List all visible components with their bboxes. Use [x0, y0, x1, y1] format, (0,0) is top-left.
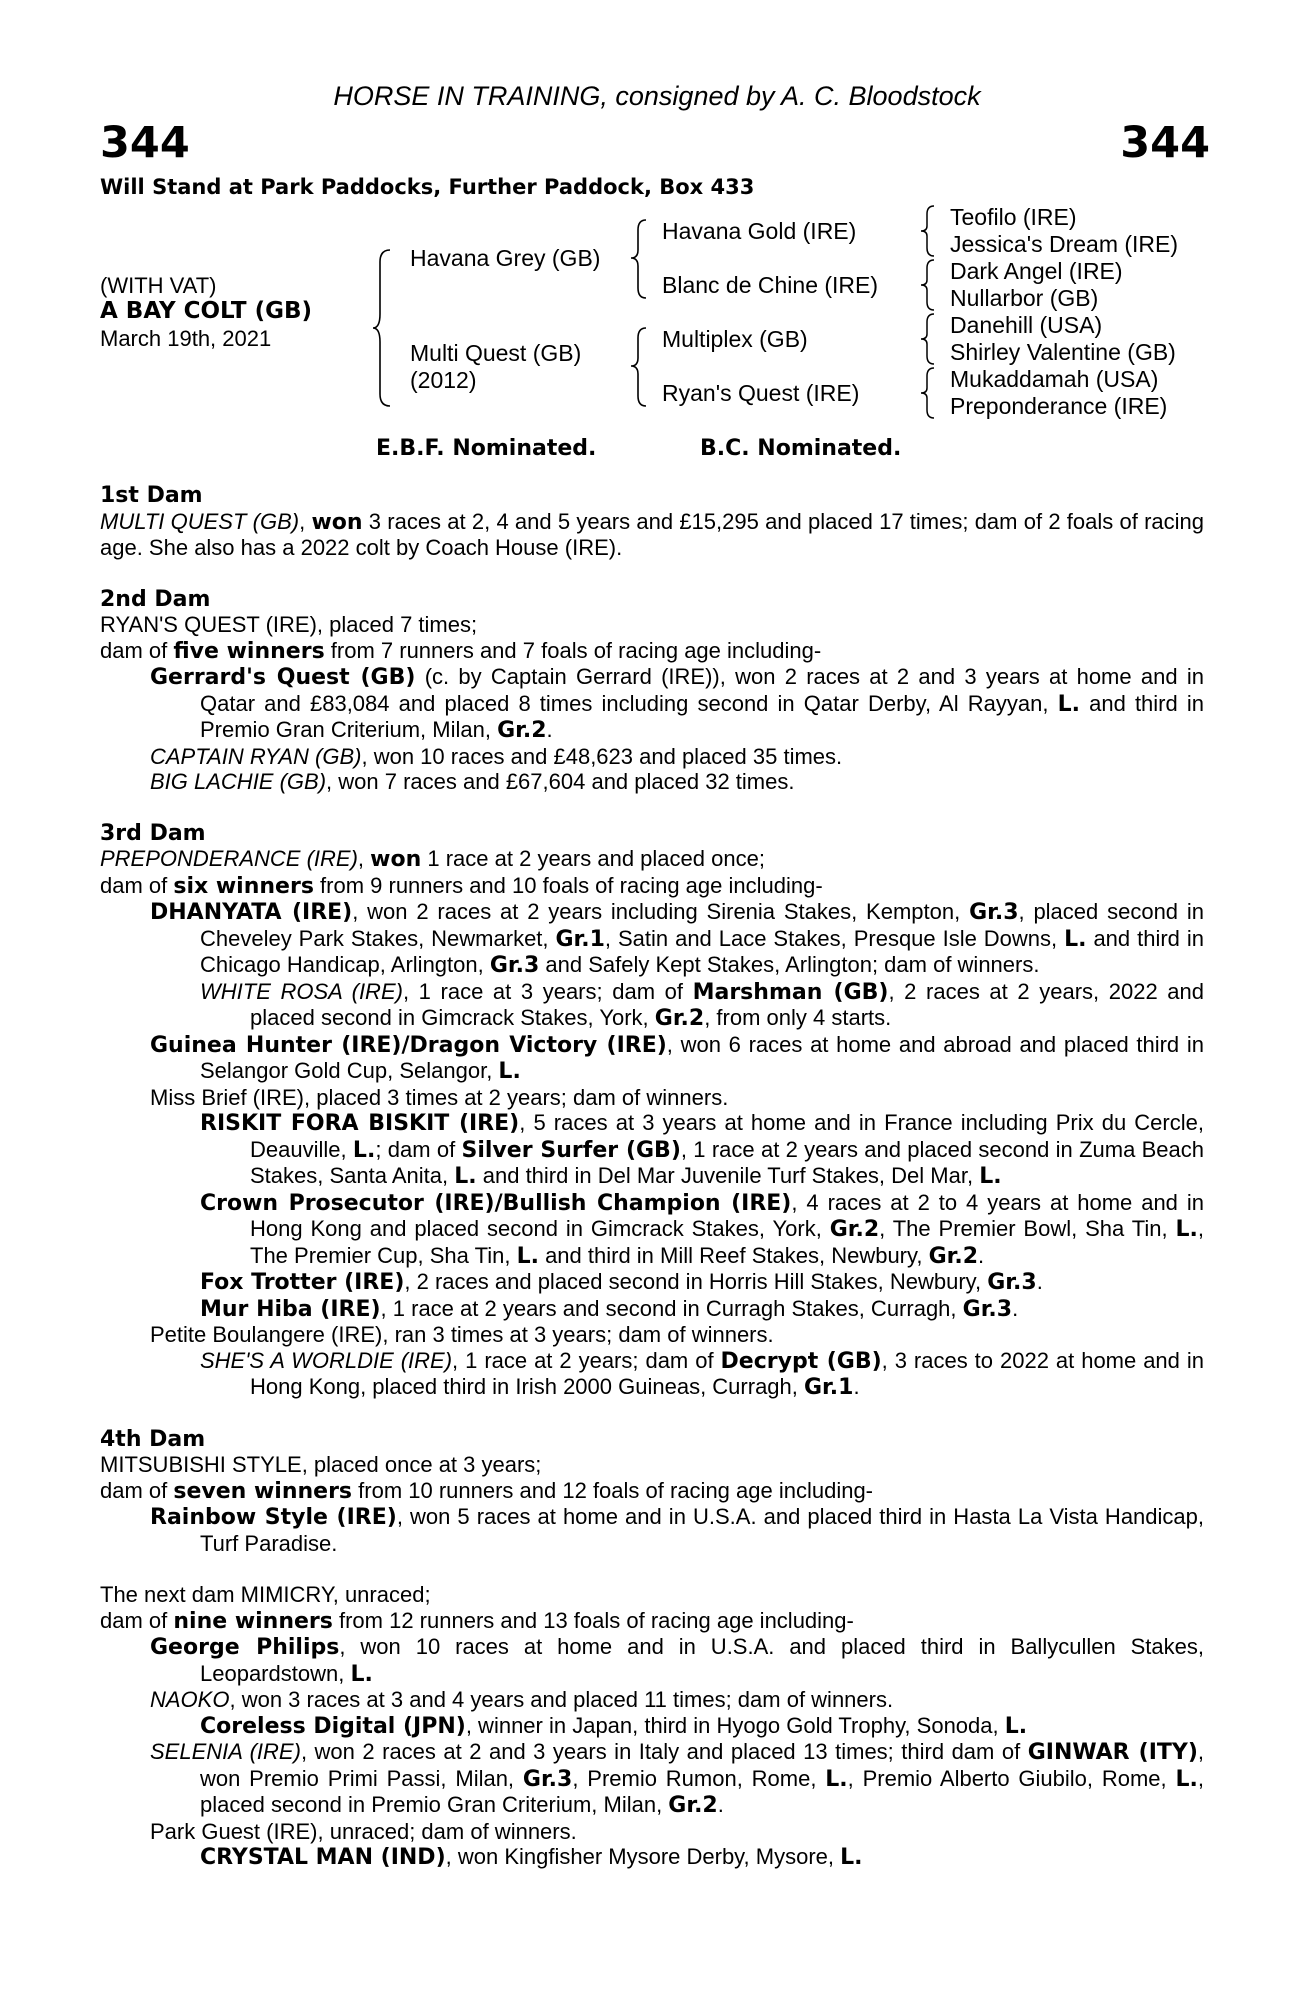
italic-text: NAOKO [150, 1687, 230, 1712]
text-run: from 12 runners and 13 foals of racing age including- [332, 1607, 854, 1633]
bold-text: L. [979, 1164, 1002, 1189]
pedigree-entry [200, 1713, 1204, 1740]
pedigree-g6: Shirley Valentine (GB) [950, 339, 1176, 365]
pedigree-g7: Mukaddamah (USA) [950, 366, 1159, 392]
horse-name: A BAY COLT (GB) [100, 298, 313, 324]
pedigree-entry [200, 1110, 1204, 1190]
bold-text: Gr.1 [804, 1375, 854, 1400]
text-run: and third in Mill Reef Stakes, Newbury, [538, 1242, 929, 1268]
foaling-date: March 19th, 2021 [100, 326, 272, 351]
bold-text: George Philips [150, 1635, 340, 1660]
pedigree-brace-sire [630, 218, 652, 300]
text-run: 3 races at 2, 4 and 5 years and £15,295 and placed 17 times; dam of 2 foals of racing age. She also has a 2022 colt by Coach House (IRE). [100, 508, 1204, 560]
bold-text: Gr.2 [654, 1006, 705, 1031]
text-run: , 1 race at 2 years and placed second in Zuma Beach Stakes, Santa Anita, [250, 1136, 1205, 1188]
text-run: , 1 race at 3 years; dam of [402, 978, 693, 1004]
text-run: , won 6 races at home and abroad and placed third in Selangor Gold Cup, Selangor, [200, 1031, 1204, 1083]
pedigree-brace-g3 [920, 312, 940, 366]
bold-text: Gr.3 [522, 1766, 573, 1792]
text-run: , The Premier Cup, Sha Tin, [250, 1216, 1204, 1268]
ebf-nomination: E.B.F. Nominated. [376, 436, 597, 461]
italic-text: BIG LACHIE (GB) [150, 769, 327, 794]
text-run: , won 5 races at home and in U.S.A. and placed third in Hasta La Vista Handicap, Turf Paradise. [200, 1504, 1204, 1556]
pedigree-entry [150, 1634, 1204, 1687]
dam-section [100, 1427, 1204, 1557]
pedigree-dam-dam: Ryan's Quest (IRE) [662, 380, 860, 406]
text-run: , 3 races to 2022 at home and in Hong Kong, placed third in Irish 2000 Guineas, Curragh, [250, 1347, 1204, 1399]
text-run: , 5 races at 3 years at home and in France including Prix du Cercle, Deauville, [250, 1110, 1204, 1162]
italic-text: SHE'S A WORLDIE (IRE) [200, 1347, 453, 1373]
text-run: . [853, 1374, 860, 1399]
pedigree-entry [150, 1739, 1204, 1819]
text-run: , Premio Rumon, Rome, [572, 1765, 826, 1791]
text-run: and third in Chicago Handicap, Arlington, [200, 925, 1204, 977]
bold-text: won [370, 847, 422, 872]
text-run: , placed second in Premio Gran Criterium, Milan, [200, 1765, 1204, 1817]
text-run: dam of [100, 637, 174, 663]
pedigree-entry [100, 638, 1204, 665]
italic-text: MULTI QUEST (GB) [100, 508, 300, 534]
bold-text: Guinea Hunter (IRE)/Dragon Victory (IRE) [150, 1032, 667, 1058]
text-run: , Satin and Lace Stakes, Presque Isle Downs, [604, 925, 1065, 951]
bold-text: Gr.2 [928, 1243, 979, 1269]
pedigree-entry [100, 612, 1204, 638]
pedigree-entry [100, 873, 1204, 900]
text-run: . [1036, 1269, 1043, 1294]
text-run: 1 race at 2 years and placed once; [421, 846, 765, 871]
text-run: , 1 race at 2 years; dam of [452, 1347, 721, 1373]
bold-text: L. [498, 1059, 521, 1084]
text-run: . [546, 717, 553, 742]
text-run: , won 7 races and £67,604 and placed 32 times. [326, 769, 795, 794]
pedigree-dam-year: (2012) [410, 367, 477, 393]
text-run: dam of [100, 872, 174, 898]
bold-text: Gr.3 [969, 900, 1019, 925]
text-run: , won Premio Primi Passi, Milan, [200, 1739, 1204, 1791]
dam-heading: 1st Dam [100, 483, 203, 508]
pedigree-g4: Nullarbor (GB) [950, 285, 1099, 311]
text-run: , placed second in Cheveley Park Stakes, Newmarket, [200, 899, 1204, 951]
bold-text: DHANYATA (IRE) [150, 900, 353, 925]
pedigree-brace-g4 [920, 366, 940, 420]
pedigree-entry [200, 1190, 1204, 1270]
bold-text: L. [1175, 1217, 1198, 1242]
bold-text: Coreless Digital (JPN) [200, 1713, 466, 1739]
text-run: and third in Premio Gran Criterium, Milan, [200, 690, 1204, 742]
pedigree-dam: Multi Quest (GB) [410, 340, 582, 366]
bold-text: Gr.3 [962, 1296, 1013, 1322]
text-run: , The Premier Bowl, Sha Tin, [879, 1216, 1176, 1241]
pedigree-entry [100, 846, 1204, 873]
dam-section [100, 821, 1204, 1401]
pedigree-dam-sire: Multiplex (GB) [662, 326, 808, 352]
text-run: , Premio Alberto Giubilo, Rome, [847, 1765, 1176, 1791]
pedigree-entry [150, 1322, 1204, 1348]
dam-section [100, 587, 1204, 795]
pedigree-brace-main [372, 248, 396, 408]
family-details [100, 483, 1204, 1871]
bold-text: L. [350, 1661, 373, 1687]
bold-text: Gr.2 [668, 1793, 718, 1818]
bold-text: Rainbow Style (IRE) [150, 1505, 397, 1530]
catalogue-header: HORSE IN TRAINING, consigned by A. C. Bloodstock [333, 81, 981, 111]
text-run: RYAN'S QUEST (IRE), placed 7 times; [100, 612, 478, 637]
pedigree-entry [150, 1085, 1204, 1111]
bold-text: L. [454, 1164, 477, 1189]
bold-text: CRYSTAL MAN (IND) [200, 1845, 446, 1870]
pedigree-g2: Jessica's Dream (IRE) [950, 231, 1179, 257]
pedigree-brace-dam [630, 326, 652, 408]
pedigree-entry [200, 979, 1204, 1032]
bold-text: L. [352, 1137, 376, 1163]
text-run: . [717, 1792, 724, 1817]
pedigree-g3: Dark Angel (IRE) [950, 258, 1123, 284]
bold-text: Gerrard's Quest (GB) [150, 665, 416, 690]
text-run: Petite Boulangere (IRE), ran 3 times at 3 years; dam of winners. [150, 1322, 774, 1347]
text-run: , from only 4 starts. [704, 1005, 892, 1030]
text-run: , won 2 races at 2 and 3 years in Italy and placed 13 times; third dam of [300, 1739, 1028, 1764]
text-run: (c. by Captain Gerrard (IRE)), won 2 races at 2 and 3 years at home and in Qatar and £83,084 and placed 8 times including second in Qatar Derby, Al Rayyan, [200, 664, 1204, 716]
bold-text: won [311, 509, 363, 535]
text-run: dam of [100, 1607, 174, 1633]
bold-text: RISKIT FORA BISKIT (IRE) [200, 1111, 520, 1136]
pedigree-entry [150, 899, 1204, 979]
lot-number-right: 344 [1120, 118, 1210, 168]
pedigree-entry [150, 1032, 1204, 1085]
dam-heading: 3rd Dam [100, 820, 206, 846]
italic-text: CAPTAIN RYAN (GB) [150, 743, 362, 769]
pedigree-entry [200, 1844, 1204, 1871]
pedigree-g5: Danehill (USA) [950, 312, 1103, 338]
lot-number-left: 344 [100, 118, 190, 168]
bold-text: Gr.2 [497, 718, 547, 743]
text-run: . [1012, 1295, 1019, 1321]
pedigree-entry [150, 1819, 1204, 1845]
text-run: and Safely Kept Stakes, Arlington; dam of winners. [539, 952, 1040, 977]
bold-text: L. [825, 1766, 848, 1792]
italic-text: WHITE ROSA (IRE) [200, 978, 403, 1004]
bold-text: Gr.3 [489, 953, 540, 978]
pedigree-entry [100, 1478, 1204, 1505]
bold-text: nine winners [173, 1608, 333, 1634]
bold-text: Decrypt (GB) [720, 1348, 882, 1374]
text-run: , won 2 races at 2 years including Sirenia Stakes, Kempton, [352, 899, 970, 924]
bold-text: L. [1004, 1713, 1028, 1739]
pedigree-entry [150, 769, 1204, 795]
text-run: and third in Del Mar Juvenile Turf Stakes, Del Mar, [476, 1163, 980, 1188]
bold-text: seven winners [173, 1478, 353, 1504]
bold-text: five winners [173, 638, 325, 664]
dam-heading: 4th Dam [100, 1426, 206, 1452]
pedigree-entry [100, 509, 1204, 561]
text-run: from 10 runners and 12 foals of racing age including- [352, 1477, 874, 1503]
pedigree-entry [150, 664, 1204, 744]
pedigree-entry [100, 1452, 1204, 1478]
text-run: , [299, 508, 312, 534]
text-run: , winner in Japan, third in Hyogo Gold Trophy, Sonoda, [465, 1712, 1005, 1738]
text-run: dam of [100, 1477, 174, 1503]
text-run: , 4 races at 2 to 4 years at home and in Hong Kong and placed second in Gimcrack Stakes, York, [250, 1189, 1204, 1241]
text-run: The next dam MIMICRY, unraced; [100, 1582, 431, 1607]
pedigree-entry [150, 1504, 1204, 1556]
dam-heading: 2nd Dam [100, 586, 211, 612]
bold-text: Crown Prosecutor (IRE)/Bullish Champion (IRE) [200, 1190, 792, 1216]
pedigree-g1: Teofilo (IRE) [950, 204, 1077, 230]
text-run: , [357, 846, 371, 871]
pedigree-entry [100, 1608, 1204, 1635]
bold-text: six winners [173, 873, 314, 899]
bold-text: Marshman (GB) [692, 979, 889, 1005]
pedigree-entry [200, 1296, 1204, 1323]
bold-text: L. [1057, 691, 1080, 717]
text-run: , won 10 races and £48,623 and placed 35 times. [361, 743, 843, 769]
pedigree-entry [150, 744, 1204, 770]
text-run: MITSUBISHI STYLE, placed once at 3 years; [100, 1452, 542, 1477]
pedigree-brace-g2 [920, 258, 940, 312]
pedigree-entry [200, 1348, 1204, 1401]
text-run: , 1 race at 2 years and second in Curragh Stakes, Curragh, [380, 1295, 963, 1321]
italic-text: PREPONDERANCE (IRE) [100, 846, 358, 871]
bold-text: Gr.3 [987, 1270, 1037, 1295]
pedigree-entry [150, 1687, 1204, 1713]
bold-text: Fox Trotter (IRE) [200, 1270, 405, 1295]
bold-text: Gr.1 [555, 926, 605, 952]
bold-text: Silver Surfer (GB) [461, 1137, 681, 1163]
text-run: ; dam of [375, 1136, 462, 1162]
text-run: , won Kingfisher Mysore Derby, Mysore, [445, 1844, 841, 1869]
text-run: from 7 runners and 7 foals of racing age including- [324, 637, 822, 663]
stand-location: Will Stand at Park Paddocks, Further Paddock, Box 433 [100, 175, 755, 199]
pedigree-sire-dam: Blanc de Chine (IRE) [662, 272, 879, 298]
pedigree-sire: Havana Grey (GB) [410, 245, 601, 271]
text-run: , won 3 races at 3 and 4 years and placed 11 times; dam of winners. [229, 1687, 894, 1712]
text-run: Miss Brief (IRE), placed 3 times at 2 years; dam of winners. [150, 1084, 729, 1110]
text-run: . [978, 1242, 985, 1268]
pedigree-g8: Preponderance (IRE) [950, 393, 1168, 419]
pedigree-sire-sire: Havana Gold (IRE) [662, 218, 857, 244]
text-run: , 2 races at 2 years, 2022 and placed second in Gimcrack Stakes, York, [250, 978, 1204, 1030]
bold-text: L. [1064, 926, 1087, 952]
bold-text: L. [516, 1243, 539, 1269]
bold-text: Mur Hiba (IRE) [200, 1296, 381, 1322]
bold-text: GINWAR (ITY) [1027, 1740, 1198, 1765]
italic-text: SELENIA (IRE) [150, 1739, 301, 1764]
pedigree-brace-g1 [920, 204, 940, 258]
text-run: , won 10 races at home and in U.S.A. and placed third in Ballycullen Stakes, Leopardstown, [200, 1634, 1204, 1686]
pedigree-entry [200, 1269, 1204, 1296]
bc-nomination: B.C. Nominated. [700, 436, 902, 461]
bold-text: L. [840, 1845, 863, 1870]
dam-section [100, 1582, 1204, 1871]
text-run: , 2 races and placed second in Horris Hill Stakes, Newbury, [404, 1269, 988, 1294]
text-run: from 9 runners and 10 foals of racing age including- [313, 872, 823, 898]
pedigree-entry [100, 1582, 1204, 1608]
bold-text: Gr.2 [829, 1217, 880, 1242]
vat-note: (WITH VAT) [100, 273, 217, 298]
dam-section [100, 483, 1204, 561]
bold-text: L. [1175, 1766, 1198, 1792]
text-run: Park Guest (IRE), unraced; dam of winners. [150, 1818, 577, 1844]
